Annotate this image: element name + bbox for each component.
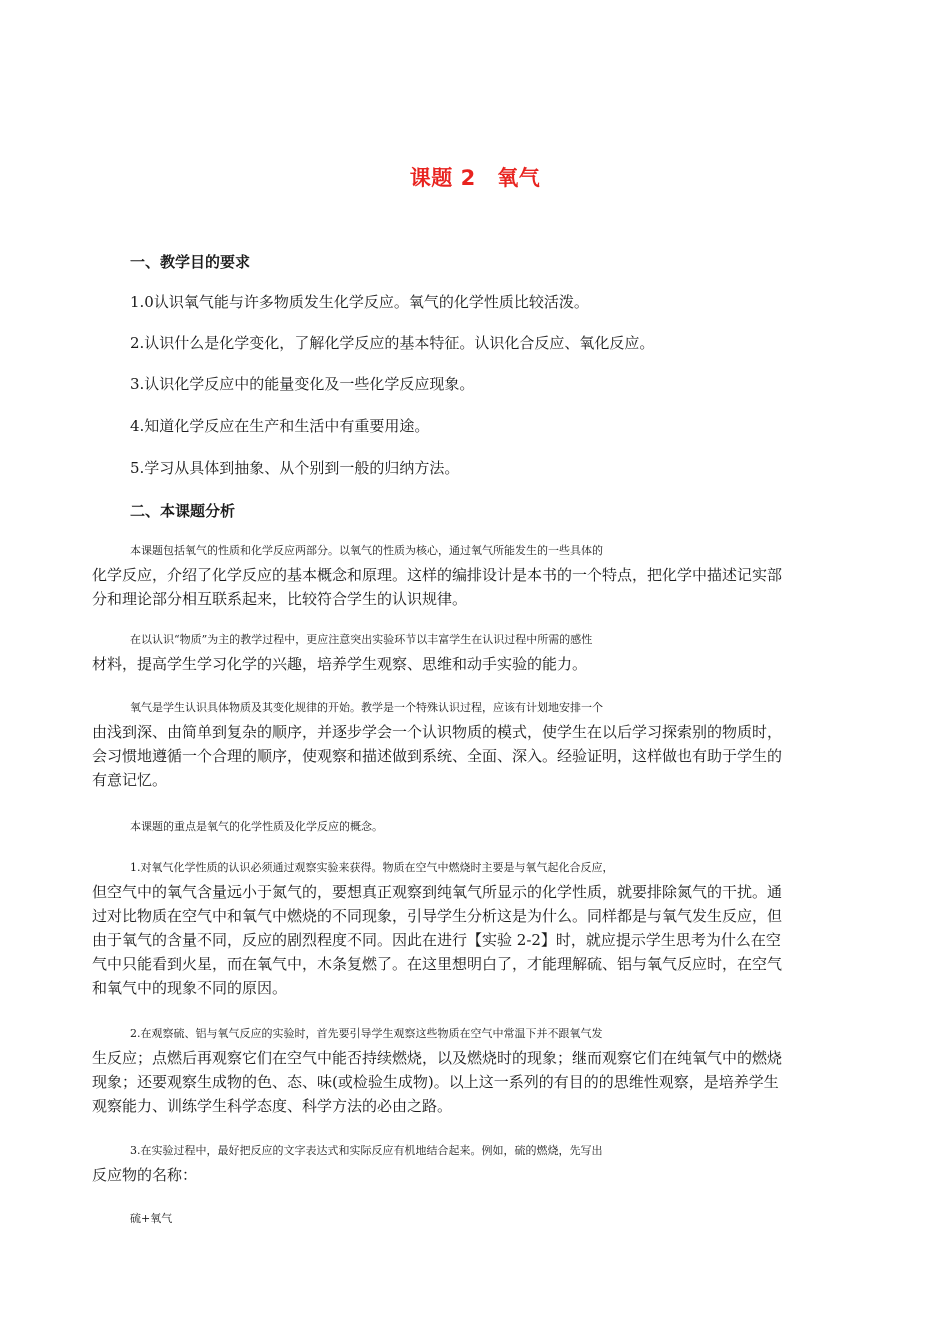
paragraph [92,628,862,676]
paragraph-line: 气中只能看到火星，而在氧气中，木条复燃了。在这里想明白了，才能理解硫、铝与氧气反应时，在空气 [92,955,783,973]
paragraph-line: 有意记忆。 [92,771,168,789]
paragraph-line: 现象；还要观察生成物的色、态、味(或检验生成物)。以上这一系列的有目的的思维性观察，是培养学生 [92,1073,779,1091]
paragraph [92,815,862,839]
objective-item: 1.0认识氧气能与许多物质发生化学反应。氧气的化学性质比较活泼。 [130,293,589,311]
paragraph-line: 氧气是学生认识具体物质及其变化规律的开始。教学是一个特殊认识过程，应该有计划地安排一个 [130,701,603,714]
paragraph-line: 3.在实验过程中，最好把反应的文字表达式和实际反应有机地结合起来。例如，硫的燃烧，先写出 [130,1144,603,1157]
objective-item: 2.认识什么是化学变化，了解化学反应的基本特征。认识化合反应、氧化反应。 [130,334,655,352]
paragraph-line: 会习惯地遵循一个合理的顺序，使观察和描述做到系统、全面、深入。经验证明，这样做也有助于学生的 [92,747,783,765]
objective-item: 3.认识化学反应中的能量变化及一些化学反应现象。 [130,375,475,393]
paragraph-line: 本课题的重点是氧气的化学性质及化学反应的概念。 [130,820,383,833]
paragraph [92,856,862,1000]
paragraph-line: 材料，提高学生学习化学的兴趣，培养学生观察、思维和动手实验的能力。 [92,655,588,673]
paragraph [92,696,862,792]
paragraph-line: 生反应；点燃后再观察它们在空气中能否持续燃烧，以及燃烧时的现象；继而观察它们在纯氧气中的燃烧 [92,1049,783,1067]
paragraph-line: 由于氧气的含量不同，反应的剧烈程度不同。因此在进行【实验 2-2】时，就应提示学生思考为什么在空 [92,931,781,949]
section-heading-analysis: 二、本课题分析 [130,502,236,520]
objective-item: 5.学习从具体到抽象、从个别到一般的归纳方法。 [130,459,460,477]
objective-item: 4.知道化学反应在生产和生活中有重要用途。 [130,417,430,435]
paragraph-line: 反应物的名称： [92,1166,198,1184]
section-heading-objectives: 一、教学目的要求 [130,253,251,271]
paragraph-line: 2.在观察硫、铝与氧气反应的实验时，首先要引导学生观察这些物质在空气中常温下并不跟氧气发 [130,1027,603,1040]
paragraph-line: 本课题包括氧气的性质和化学反应两部分。以氧气的性质为核心，通过氧气所能发生的一些具体的 [130,544,603,557]
page-title: 课题 2 氧气 [409,166,541,190]
paragraph-line: 由浅到深、由简单到复杂的顺序，并逐步学会一个认识物质的模式，使学生在以后学习探索别的物质时， [92,723,783,741]
paragraph [92,1207,862,1231]
paragraph-line: 但空气中的氧气含量远小于氮气的，要想真正观察到纯氧气所显示的化学性质，就要排除氮气的干扰。通 [92,883,783,901]
paragraph-line: 观察能力、训练学生科学态度、科学方法的必由之路。 [92,1097,453,1115]
paragraph [92,1139,862,1187]
paragraph [92,539,862,611]
paragraph-line: 分和理论部分相互联系起来，比较符合学生的认识规律。 [92,590,468,608]
paragraph-line: 硫+氧气 [130,1212,173,1225]
paragraph-line: 过对比物质在空气中和氧气中燃烧的不同现象，引导学生分析这是为什么。同样都是与氧气发生反应，但 [92,907,783,925]
paragraph [92,1022,862,1118]
paragraph-line: 1.对氧气化学性质的认识必须通过观察实验来获得。物质在空气中燃烧时主要是与氧气起化合反应， [130,861,614,874]
paragraph-line: 在以认识“物质”为主的教学过程中，更应注意突出实验环节以丰富学生在认识过程中所需的感性 [130,633,593,646]
paragraph-line: 和氧气中的现象不同的原因。 [92,979,288,997]
paragraph-line: 化学反应，介绍了化学反应的基本概念和原理。这样的编排设计是本书的一个特点，把化学中描述记实部 [92,566,783,584]
